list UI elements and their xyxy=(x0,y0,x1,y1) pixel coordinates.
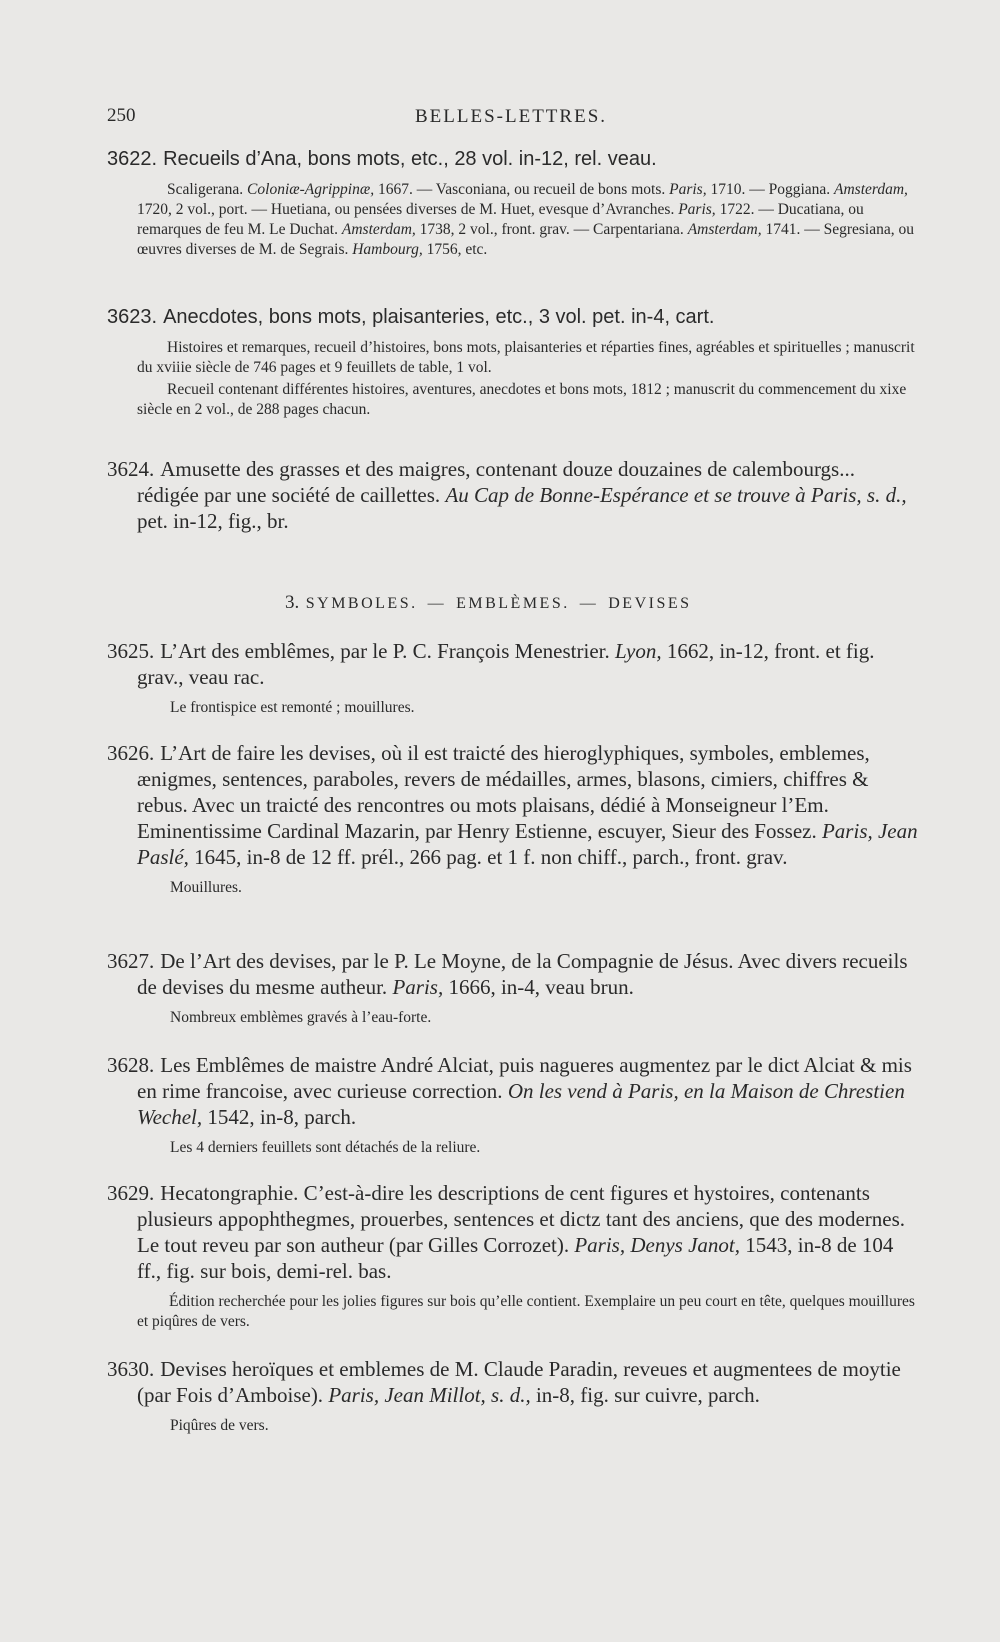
entry-number: 3622. xyxy=(107,148,158,170)
note-place: Amsterdam, xyxy=(687,221,762,238)
entry-note: Piqûres de vers. xyxy=(170,1417,269,1434)
page-number: 250 xyxy=(107,105,136,126)
entry-number: 3625. xyxy=(107,639,155,663)
entry-imprint: Paris, Jean Paslé, xyxy=(137,819,918,869)
entry-3629 xyxy=(107,1180,922,1332)
entry-imprint: Au Cap de Bonne-Espérance et se trouve à Paris, s. d., xyxy=(445,483,907,507)
section-dash: — xyxy=(427,595,447,612)
note-place: Hambourg, xyxy=(352,241,423,258)
entry-text: Les Emblêmes de maistre André Alciat, puis nagueres augmentez par le dict Alciat & mis en rime francoise, avec curieuse correction. xyxy=(137,1053,912,1103)
entry-number: 3629. xyxy=(107,1181,155,1205)
entry-3624 xyxy=(107,456,922,534)
entry-heading xyxy=(107,146,922,172)
entry-title: Anecdotes, bons mots, plaisanteries, etc., 3 vol. pet. in-4, cart. xyxy=(163,306,715,328)
entry-imprint: Paris, Denys Janot, xyxy=(574,1233,740,1257)
note-text: 1710. — Poggiana. xyxy=(706,181,835,198)
entry-imprint: Lyon, xyxy=(614,639,662,663)
note-place: Paris, xyxy=(678,201,716,218)
entry-format: 1543, in-8 de 104 ff., fig. sur bois, demi-rel. bas. xyxy=(137,1233,894,1283)
entry-text: L’Art des emblêmes, par le P. C. François Menestrier. xyxy=(160,639,610,663)
entry-3626 xyxy=(107,740,922,898)
entry-format: pet. in-12, fig., br. xyxy=(137,509,289,533)
entry-format: 1645, in-8 de 12 ff. prél., 266 pag. et 1 f. non chiff., parch., front. grav. xyxy=(194,845,788,869)
note-place: Amsterdam, xyxy=(834,181,908,198)
entry-imprint: Paris, Jean Millot, s. d., xyxy=(328,1383,531,1407)
section-title: SYMBOLES. xyxy=(305,595,418,612)
entry-3622 xyxy=(107,146,922,260)
running-head: BELLES-LETTRES. xyxy=(415,106,608,127)
entry-format: in-8, fig. sur cuivre, parch. xyxy=(535,1383,760,1407)
entry-3627 xyxy=(107,948,922,1028)
note-text: 1722. — Ducatiana, ou remarques de feu M. Le Duchat. xyxy=(137,201,864,238)
note-text: 1720, 2 vol., port. — Huetiana, ou pensées diverses de M. Huet, evesque d’Avranches. xyxy=(137,201,679,218)
section-heading xyxy=(285,592,692,614)
section-dash: — xyxy=(579,595,599,612)
entry-note: Édition recherchée pour les jolies figures sur bois qu’elle contient. Exemplaire un peu court en tête, quelques mouillures et piqûres de vers. xyxy=(137,1293,915,1330)
entry-body xyxy=(107,948,922,1000)
entry-note: Nombreux emblèmes gravés à l’eau-forte. xyxy=(170,1009,432,1026)
entry-note: Mouillures. xyxy=(170,879,242,896)
entry-body xyxy=(107,456,922,534)
entry-body xyxy=(107,1180,922,1284)
entry-note xyxy=(137,180,922,260)
note-text: 1738, 2 vol., front. grav. — Carpentariana. xyxy=(415,221,688,238)
entry-imprint: Paris, xyxy=(392,975,444,999)
section-title: EMBLÈMES. xyxy=(456,595,570,612)
entry-format: 1542, in-8, parch. xyxy=(207,1105,357,1129)
entry-format: 1666, in-4, veau brun. xyxy=(448,975,634,999)
note-place: Coloniæ-Agrippinæ, xyxy=(247,181,375,198)
entry-3628 xyxy=(107,1052,922,1158)
entry-number: 3624. xyxy=(107,457,155,481)
note-place: Paris, xyxy=(669,181,707,198)
entry-3623 xyxy=(107,304,922,420)
entry-note: Recueil contenant différentes histoires, aventures, anecdotes et bons mots, 1812 ; manuscrit du commencement du xixe siècle en 2 vol., de 288 pages chacun. xyxy=(137,381,907,418)
entry-heading xyxy=(107,304,922,330)
note-text: 1756, etc. xyxy=(422,241,488,258)
entry-imprint: On les vend à Paris, en la Maison de Chrestien Wechel, xyxy=(137,1079,905,1129)
entry-text: De l’Art des devises, par le P. Le Moyne, de la Compagnie de Jésus. Avec divers recueils de devises du mesme autheur. xyxy=(137,949,908,999)
note-text: 1741. — Segresiana, ou œuvres diverses de M. de Segrais. xyxy=(137,221,914,258)
entry-body xyxy=(107,1052,922,1130)
entry-title: Recueils d’Ana, bons mots, etc., 28 vol. in-12, rel. veau. xyxy=(163,148,657,170)
entry-number: 3626. xyxy=(107,741,155,765)
entry-body xyxy=(107,1356,922,1408)
entry-number: 3630. xyxy=(107,1357,155,1381)
entry-text: Hecatongraphie. C’est-à-dire les descriptions de cent figures et hystoires, contenants plusieurs appophthegmes, prouerbes, sentences et dictz tant des anciens, que des modernes. Le tout reveu par son autheur (par Gilles Corrozet). xyxy=(137,1181,906,1257)
note-text: 1667. — Vasconiana, ou recueil de bons mots. xyxy=(374,181,670,198)
entry-number: 3627. xyxy=(107,949,155,973)
note-place: Amsterdam, xyxy=(341,221,416,238)
entry-note: Le frontispice est remonté ; mouillures. xyxy=(170,699,415,716)
entry-text: Amusette des grasses et des maigres, contenant douze douzaines de calembourgs... rédigée par une société de caillettes. xyxy=(137,457,855,507)
entry-note: Histoires et remarques, recueil d’histoires, bons mots, plaisanteries et réparties fines, agréables et spirituelles ; manuscrit du xviiie siècle de 746 pages et 9 feuillets de table, 1 vol. xyxy=(137,339,915,376)
note-text: Scaligerana. xyxy=(167,181,248,198)
entry-text: Devises heroïques et emblemes de M. Claude Paradin, reveues et augmentees de moytie (par Fois d’Amboise). xyxy=(137,1357,901,1407)
section-title: DEVISES xyxy=(608,595,692,612)
entry-body xyxy=(107,740,922,870)
entry-format: 1662, in-12, front. et fig. grav., veau rac. xyxy=(137,639,875,689)
entry-body xyxy=(107,638,922,690)
entry-3630 xyxy=(107,1356,922,1436)
entry-note: Les 4 derniers feuillets sont détachés de la reliure. xyxy=(170,1139,481,1156)
entry-number: 3623. xyxy=(107,306,158,328)
entry-number: 3628. xyxy=(107,1053,155,1077)
entry-3625 xyxy=(107,638,922,718)
section-number: 3. xyxy=(285,592,300,613)
entry-text: L’Art de faire les devises, où il est traicté des hieroglyphiques, symboles, emblemes, ænigmes, sentences, paraboles, revers de médailles, armes, blasons, cimiers, chiffres & rebus. Avec un traicté des rencontres ou mots plaisans, dédié à Monseigneur l’Em. Eminentissime Cardinal Mazarin, par Henry Estienne, escuyer, Sieur des Fossez. xyxy=(137,741,870,843)
